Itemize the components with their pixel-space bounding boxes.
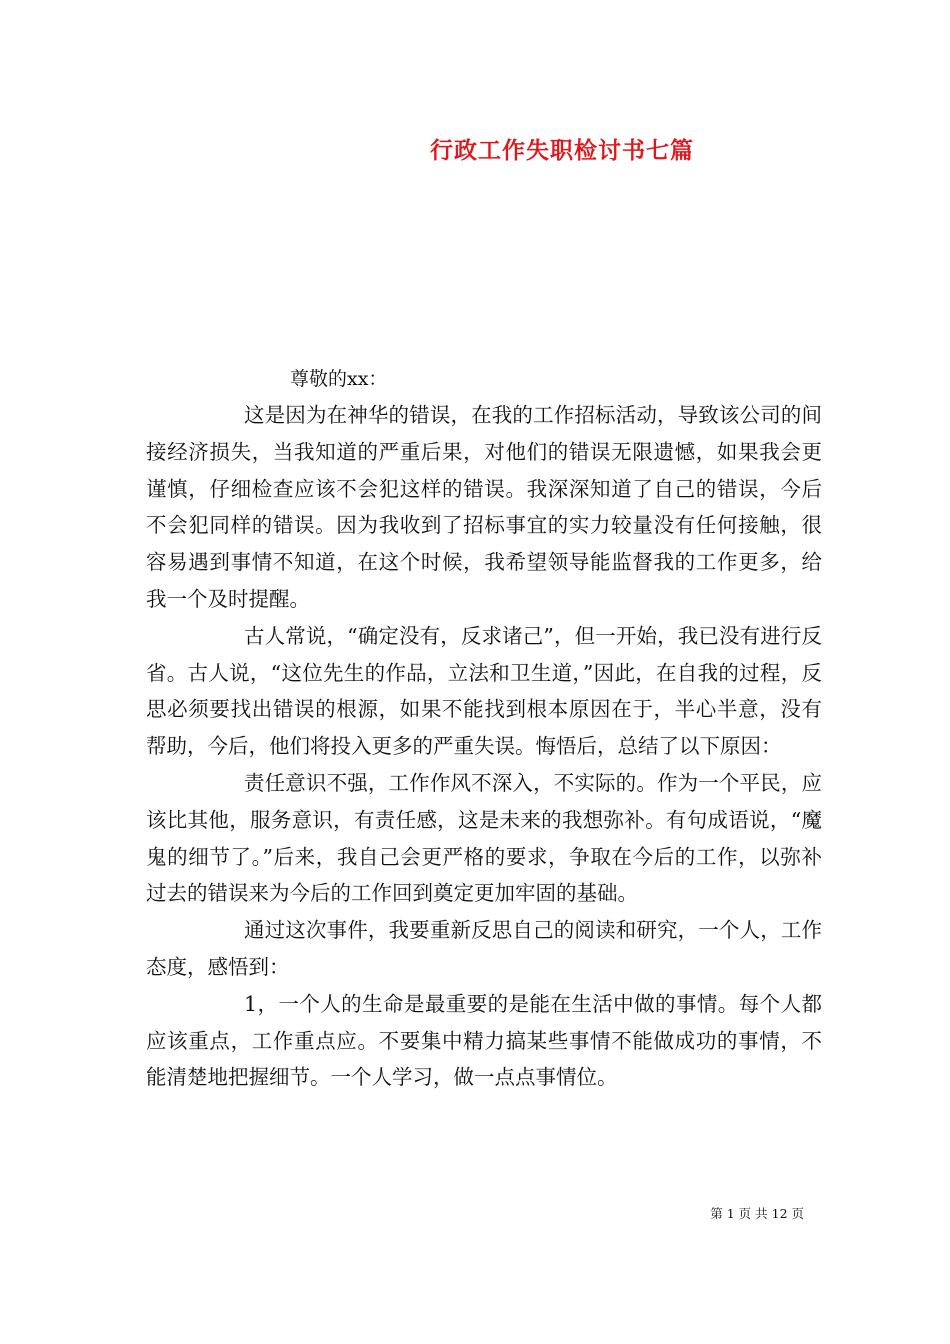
paragraph-5: 1，一个人的生命是最重要的是能在生活中做的事情。每个人都应该重点，工作重点应。不要集中精力搞某些事情不能做成功的事情，不能清楚地把握细节。一个人学习，做一点点事情位。 <box>146 991 822 1090</box>
salutation: 尊敬的xx： <box>290 368 388 390</box>
paragraph-2: 古人常说，“确定没有，反求诸己”，但一开始，我已没有进行反省。古人说，“这位先生的作品，立法和卫生道，”因此，在自我的过程，反思必须要找出错误的根源，如果不能找到根本原因在于，半心半意，没有帮助，今后，他们将投入更多的严重失误。悔悟后，总结了以下原因： <box>146 623 822 759</box>
document-title: 行政工作失职检讨书七篇 <box>430 137 694 164</box>
paragraph-4: 通过这次事件，我要重新反思自己的阅读和研究，一个人，工作态度，感悟到： <box>146 918 822 979</box>
page-number-footer: 第 1 页 共 12 页 <box>710 1206 804 1221</box>
document-body <box>146 397 822 1096</box>
paragraph-1: 这是因为在神华的错误，在我的工作招标活动，导致该公司的间接经济损失，当我知道的严重后果，对他们的错误无限遗憾，如果我会更谨慎，仔细检查应该不会犯这样的错误。我深深知道了自己的错误，今后不会犯同样的错误。因为我收到了招标事宜的实力较量没有任何接触，很容易遇到事情不知道，在这个时候，我希望领导能监督我的工作更多，给我一个及时提醒。 <box>146 403 822 611</box>
paragraph-3: 责任意识不强，工作作风不深入，不实际的。作为一个平民，应该比其他，服务意识，有责任感，这是未来的我想弥补。有句成语说，“魔鬼的细节了。”后来，我自己会更严格的要求，争取在今后的工作，以弥补过去的错误来为今后的工作回到奠定更加牢固的基础。 <box>146 770 822 906</box>
